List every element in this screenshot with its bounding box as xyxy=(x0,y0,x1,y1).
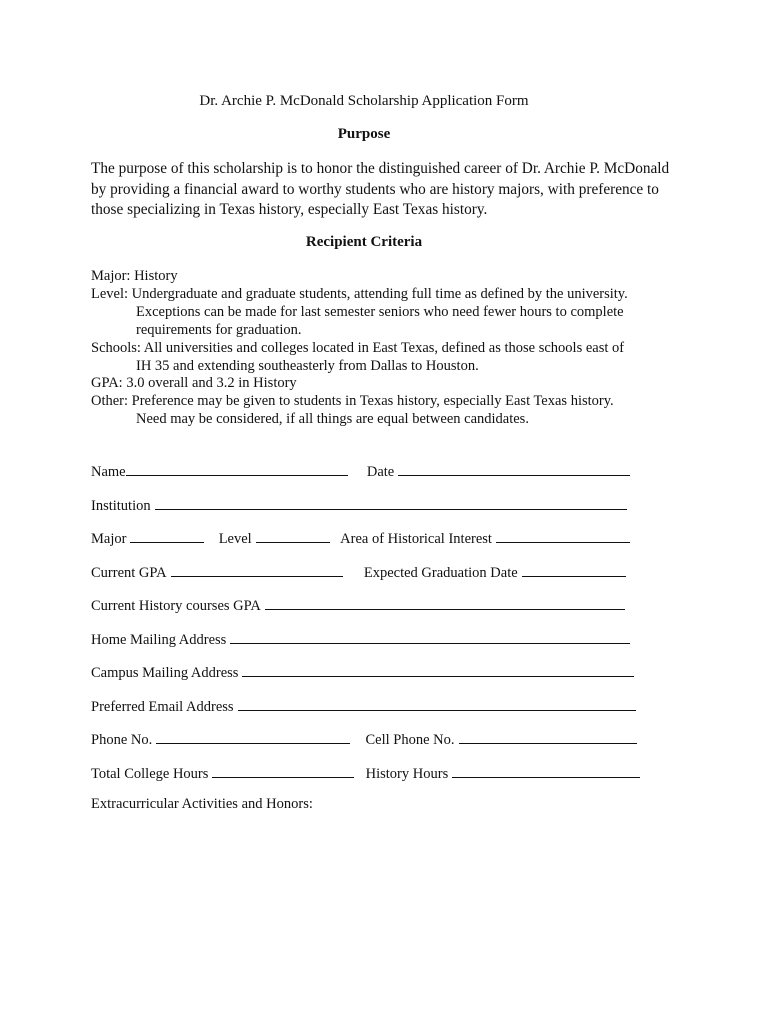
purpose-line: those specializing in Texas history, especially East Texas history. xyxy=(91,201,488,218)
institution-blank[interactable] xyxy=(155,495,627,510)
criteria-level: Level: Undergraduate and graduate students, attending full time as defined by the university. xyxy=(91,285,628,302)
purpose-line: by providing a financial award to worthy students who are history majors, with preference to xyxy=(91,180,659,198)
criteria-schools-continued: IH 35 and extending southeasterly from Dallas to Houston. xyxy=(136,357,479,374)
institution-label: Institution xyxy=(91,497,151,514)
recipient-criteria xyxy=(91,268,691,429)
campus-address-label: Campus Mailing Address xyxy=(91,665,239,681)
total-hours-label: Total College Hours xyxy=(91,765,209,782)
phone-label: Phone No. xyxy=(91,732,153,748)
history-gpa-label: Current History courses GPA xyxy=(91,598,261,614)
form-title: Dr. Archie P. McDonald Scholarship Application Form xyxy=(199,93,529,109)
major-label: Major xyxy=(91,531,127,547)
expected-graduation-blank[interactable] xyxy=(522,562,626,577)
email-label: Preferred Email Address xyxy=(91,698,234,715)
history-hours-blank[interactable] xyxy=(452,763,640,778)
criteria-major: Major: History xyxy=(91,268,178,284)
cell-phone-blank[interactable] xyxy=(459,729,637,744)
criteria-gpa: GPA: 3.0 overall and 3.2 in History xyxy=(91,375,297,392)
date-label: Date xyxy=(366,464,395,480)
phone-blank[interactable] xyxy=(156,729,350,744)
campus-address-blank[interactable] xyxy=(242,662,634,677)
home-address-row xyxy=(91,629,691,663)
area-interest-label: Area of Historical Interest xyxy=(340,531,492,547)
criteria-other-continued: Need may be considered, if all things are equal between candidates. xyxy=(136,411,529,428)
criteria-heading: Recipient Criteria xyxy=(305,234,423,250)
criteria-other: Other: Preference may be given to students in Texas history, especially East Texas history. xyxy=(91,393,614,410)
criteria-schools: Schools: All universities and colleges located in East Texas, defined as those schools east of xyxy=(91,339,625,356)
name-blank[interactable] xyxy=(126,461,348,476)
gpa-graduation-row xyxy=(91,562,691,596)
extracurricular-row xyxy=(91,796,691,830)
level-label: Level xyxy=(218,531,252,547)
history-gpa-row xyxy=(91,595,691,629)
purpose-line: The purpose of this scholarship is to honor the distinguished career of Dr. Archie P. McDonald xyxy=(91,160,670,177)
home-address-label: Home Mailing Address xyxy=(91,631,227,648)
institution-row xyxy=(91,495,691,529)
phone-row xyxy=(91,729,691,763)
purpose-heading: Purpose xyxy=(337,126,391,142)
major-blank[interactable] xyxy=(130,528,204,543)
campus-address-row xyxy=(91,662,691,696)
purpose-paragraph xyxy=(91,159,671,221)
email-row xyxy=(91,696,691,730)
extracurricular-label: Extracurricular Activities and Honors: xyxy=(91,796,313,812)
criteria-level-continued: Exceptions can be made for last semester seniors who need fewer hours to complete xyxy=(136,303,624,320)
area-interest-blank[interactable] xyxy=(496,528,630,543)
hours-row xyxy=(91,763,691,797)
total-hours-blank[interactable] xyxy=(212,763,354,778)
application-fields xyxy=(91,461,691,830)
name-label: Name xyxy=(91,464,126,480)
major-level-row xyxy=(91,528,691,562)
current-gpa-label: Current GPA xyxy=(91,564,167,581)
email-blank[interactable] xyxy=(238,696,636,711)
history-hours-label: History Hours xyxy=(365,765,449,782)
history-gpa-blank[interactable] xyxy=(265,595,625,610)
name-date-row xyxy=(91,461,691,495)
date-blank[interactable] xyxy=(398,461,630,476)
expected-graduation-label: Expected Graduation Date xyxy=(363,564,518,581)
current-gpa-blank[interactable] xyxy=(171,562,343,577)
level-blank[interactable] xyxy=(256,528,330,543)
home-address-blank[interactable] xyxy=(230,629,630,644)
cell-phone-label: Cell Phone No. xyxy=(365,732,455,748)
criteria-level-continued: requirements for graduation. xyxy=(136,321,302,338)
